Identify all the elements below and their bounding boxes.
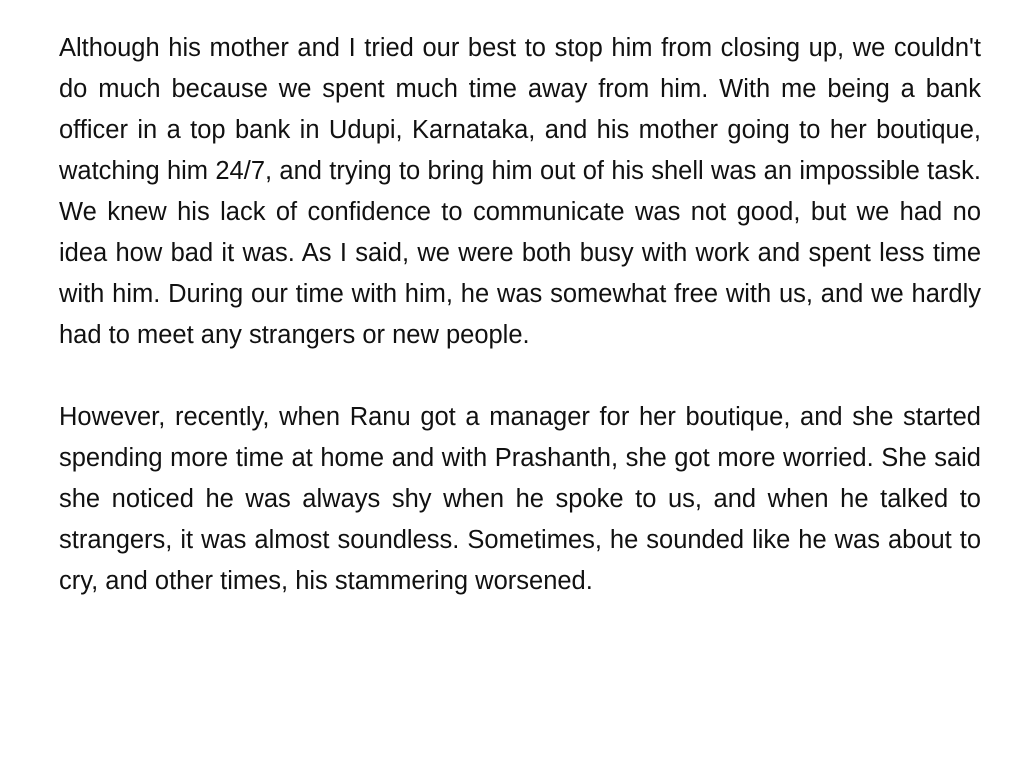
- paragraph-2: However, recently, when Ranu got a manager for her boutique, and she started spending more time at home and with Prashanth, she got more worried. She said she noticed he was always shy when he spoke to us, and when he talked to strangers, it was almost soundless. Sometimes, he sounded like he was about to cry, and other times, his stammering worsened.: [59, 403, 981, 595]
- document-body: [59, 28, 981, 602]
- paragraph-1: Although his mother and I tried our best to stop him from closing up, we couldn't do much because we spent much time away from him. With me being a bank officer in a top bank in Udupi, Karnataka, and his mother going to her boutique, watching him 24/7, and trying to bring him out of his shell was an impossible task. We knew his lack of confidence to communicate was not good, but we had no idea how bad it was. As I said, we were both busy with work and spent less time with him. During our time with him, he was somewhat free with us, and we hardly had to meet any strangers or new people.: [59, 34, 981, 349]
